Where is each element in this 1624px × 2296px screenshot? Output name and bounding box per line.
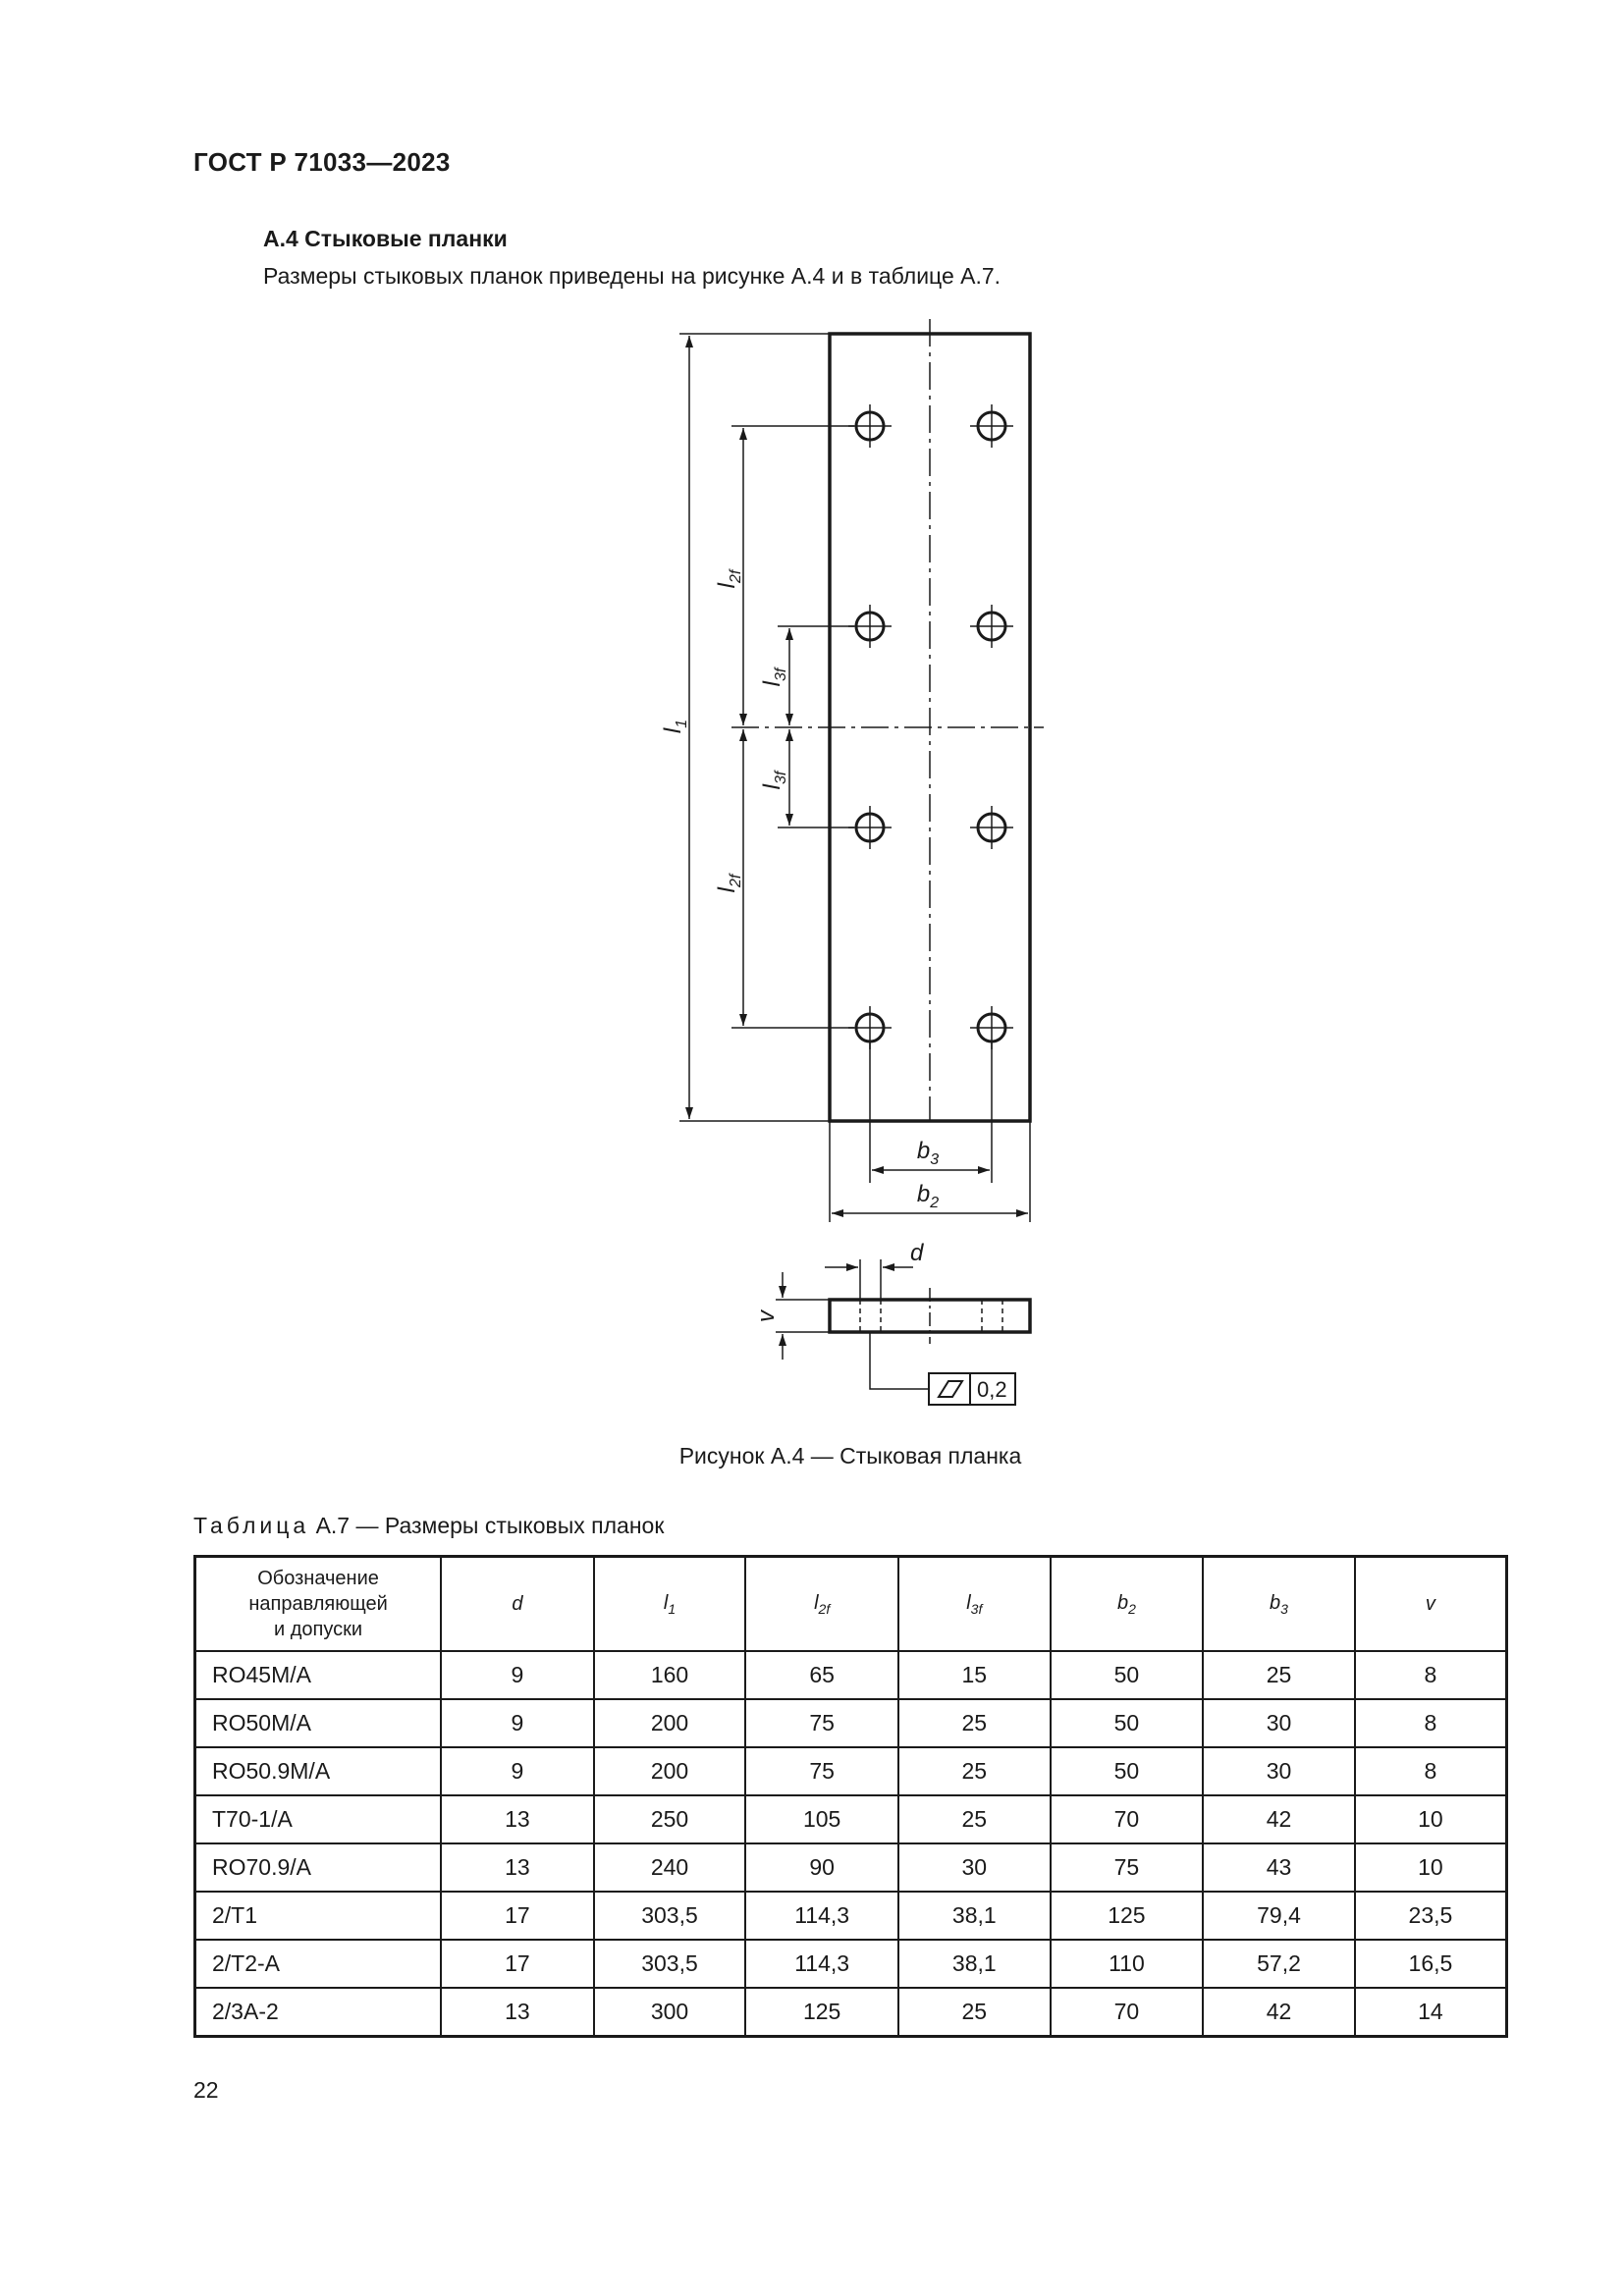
cell-value: 30 [898, 1843, 1051, 1892]
cell-value: 38,1 [898, 1892, 1051, 1940]
cell-value: 9 [441, 1699, 594, 1747]
hole [970, 806, 1013, 849]
cell-value: 43 [1203, 1843, 1355, 1892]
cell-value: 75 [745, 1699, 898, 1747]
header-l3f: $l_{3f}$ [898, 1557, 1051, 1652]
cell-value: 25 [898, 1988, 1051, 2037]
cell-designation: 2/T2-A [195, 1940, 442, 1988]
table-caption: Таблица А.7 — Размеры стыковых планок [193, 1513, 665, 1538]
cell-value: 65 [745, 1651, 898, 1699]
d-label: d [910, 1240, 924, 1266]
hole [848, 404, 892, 448]
cell-value: 300 [594, 1988, 746, 2037]
l3f-upper-label: $l_{3f}$ [759, 667, 789, 687]
cell-value: 79,4 [1203, 1892, 1355, 1940]
cell-value: 75 [745, 1747, 898, 1795]
cell-value: 200 [594, 1699, 746, 1747]
cell-value: 25 [898, 1699, 1051, 1747]
cell-value: 125 [1051, 1892, 1204, 1940]
cell-value: 50 [1051, 1699, 1204, 1747]
table-row [195, 1843, 1507, 1892]
cell-value: 8 [1355, 1699, 1507, 1747]
hole [848, 605, 892, 648]
cell-value: 303,5 [594, 1940, 746, 1988]
cell-value: 75 [1051, 1843, 1204, 1892]
cell-value: 13 [441, 1843, 594, 1892]
l2f-upper-label: $l_{2f}$ [714, 569, 744, 589]
flatness-icon [939, 1381, 962, 1397]
table-row [195, 1940, 1507, 1988]
extension-lines [679, 334, 1030, 1222]
cell-value: 38,1 [898, 1940, 1051, 1988]
cell-value: 17 [441, 1940, 594, 1988]
cell-value: 42 [1203, 1795, 1355, 1843]
header-b3: $b_3$ [1203, 1557, 1355, 1652]
cell-value: 25 [1203, 1651, 1355, 1699]
section-title: А.4 Стыковые планки [263, 226, 508, 251]
cell-value: 114,3 [745, 1940, 898, 1988]
hole [848, 806, 892, 849]
cell-value: 13 [441, 1988, 594, 2037]
cell-value: 16,5 [1355, 1940, 1507, 1988]
cell-value: 110 [1051, 1940, 1204, 1988]
cell-designation: T70-1/A [195, 1795, 442, 1843]
table-row [195, 1747, 1507, 1795]
cell-value: 8 [1355, 1747, 1507, 1795]
cell-value: 105 [745, 1795, 898, 1843]
table-row [195, 1651, 1507, 1699]
table-row [195, 1795, 1507, 1843]
b3-label: $b_3$ [916, 1138, 940, 1168]
cell-value: 125 [745, 1988, 898, 2037]
cell-value: 200 [594, 1747, 746, 1795]
header-designation: Обозначение направляющей и допуски [195, 1557, 442, 1652]
cell-value: 30 [1203, 1699, 1355, 1747]
cell-value: 50 [1051, 1747, 1204, 1795]
cell-value: 17 [441, 1892, 594, 1940]
table-row [195, 1699, 1507, 1747]
cell-value: 14 [1355, 1988, 1507, 2037]
cell-value: 13 [441, 1795, 594, 1843]
cell-designation: 2/T1 [195, 1892, 442, 1940]
cell-value: 160 [594, 1651, 746, 1699]
cell-value: 9 [441, 1747, 594, 1795]
cell-value: 303,5 [594, 1892, 746, 1940]
cell-value: 50 [1051, 1651, 1204, 1699]
cell-value: 114,3 [745, 1892, 898, 1940]
cell-value: 57,2 [1203, 1940, 1355, 1988]
flatness-value: 0,2 [977, 1377, 1007, 1402]
header-l1: $l_1$ [594, 1557, 746, 1652]
cell-value: 8 [1355, 1651, 1507, 1699]
b2-label: $b_2$ [916, 1181, 940, 1211]
hole [970, 605, 1013, 648]
cell-value: 250 [594, 1795, 746, 1843]
header-b2: $b_2$ [1051, 1557, 1204, 1652]
cell-designation: RO50.9M/A [195, 1747, 442, 1795]
document-code: ГОСТ Р 71033—2023 [193, 147, 451, 177]
dimensions-table [193, 1555, 1508, 2038]
cell-value: 15 [898, 1651, 1051, 1699]
cell-value: 25 [898, 1747, 1051, 1795]
v-label: v [753, 1310, 780, 1322]
cell-value: 23,5 [1355, 1892, 1507, 1940]
l1-label: $l_1$ [660, 719, 690, 734]
hole [970, 404, 1013, 448]
cell-designation: RO45M/A [195, 1651, 442, 1699]
l3f-lower-label: $l_{3f}$ [759, 771, 789, 790]
table-row [195, 1988, 1507, 2037]
cell-value: 30 [1203, 1747, 1355, 1795]
cell-value: 240 [594, 1843, 746, 1892]
cell-value: 70 [1051, 1795, 1204, 1843]
table-header-row [195, 1557, 1507, 1652]
figure-caption: Рисунок А.4 — Стыковая планка [678, 1443, 1022, 1468]
cell-value: 10 [1355, 1843, 1507, 1892]
section-text: Размеры стыковых планок приведены на рисунке А.4 и в таблице А.7. [263, 263, 1001, 289]
header-l2f: $l_{2f}$ [745, 1557, 898, 1652]
cell-value: 90 [745, 1843, 898, 1892]
cell-value: 25 [898, 1795, 1051, 1843]
cell-designation: RO50M/A [195, 1699, 442, 1747]
l2f-lower-label: $l_{2f}$ [714, 874, 744, 893]
table-row [195, 1892, 1507, 1940]
flatness-leader [870, 1332, 929, 1389]
header-d: d [441, 1557, 594, 1652]
cell-value: 42 [1203, 1988, 1355, 2037]
cell-value: 70 [1051, 1988, 1204, 2037]
page-number: 22 [193, 2077, 219, 2103]
cell-designation: 2/3A-2 [195, 1988, 442, 2037]
cell-designation: RO70.9/A [195, 1843, 442, 1892]
cell-value: 9 [441, 1651, 594, 1699]
header-v: v [1355, 1557, 1507, 1652]
cell-value: 10 [1355, 1795, 1507, 1843]
